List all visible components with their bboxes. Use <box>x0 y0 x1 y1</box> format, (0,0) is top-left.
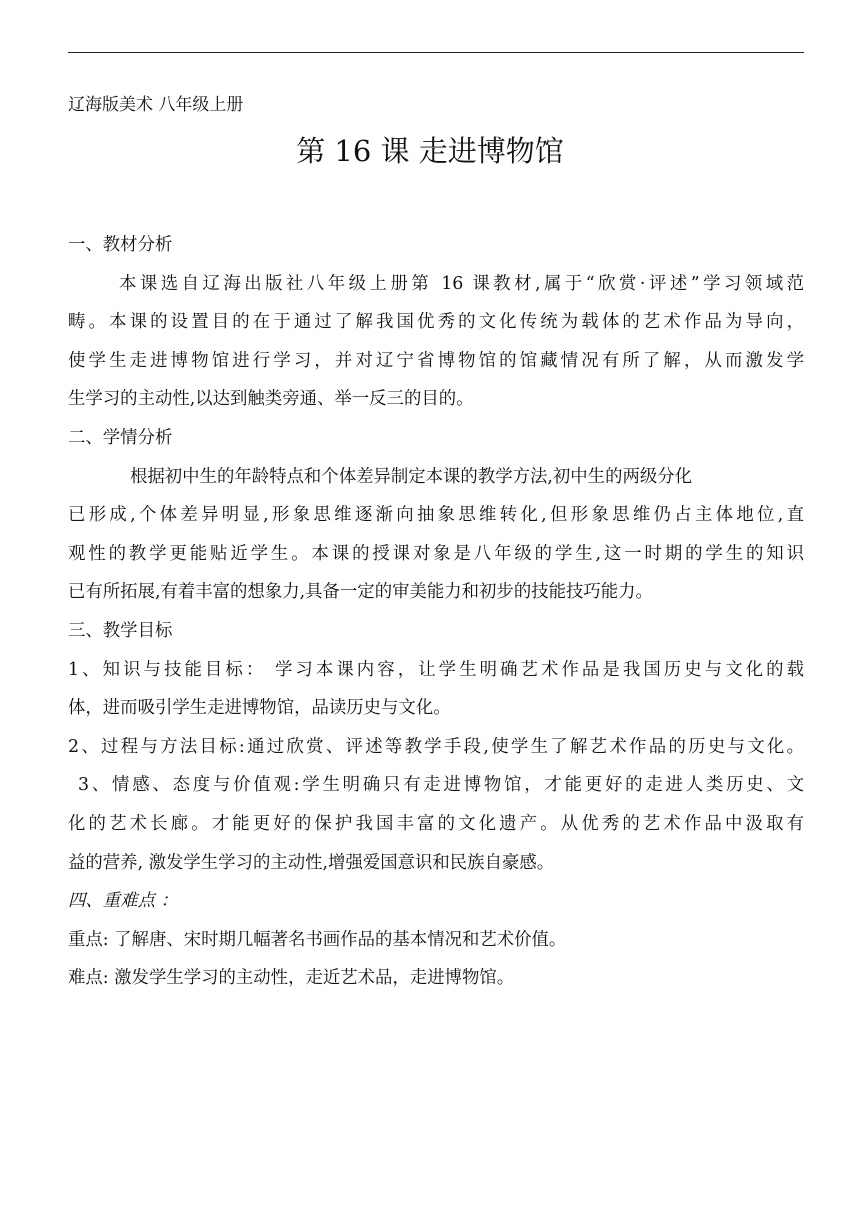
paragraph-line: 使学生走进博物馆进行学习，并对辽宁省博物馆的馆藏情况有所了解，从而激发学 <box>68 350 804 371</box>
paragraph-line: 已形成,个体差异明显,形象思维逐渐向抽象思维转化,但形象思维仍占主体地位,直 <box>68 505 804 526</box>
paragraph-line: 已有所拓展,有着丰富的想象力,具备一定的审美能力和初步的技能技巧能力。 <box>68 582 653 603</box>
goal-line: 体，进而吸引学生走进博物馆，品读历史与文化。 <box>68 698 451 719</box>
goal-line: 益的营养, 激发学生学习的主动性,增强爱国意识和民族自豪感。 <box>68 852 555 873</box>
goal-line: 2、过程与方法目标:通过欣赏、评述等教学手段,使学生了解艺术作品的历史与文化。 <box>68 736 804 757</box>
paragraph-line: 畴。本课的设置目的在于通过了解我国优秀的文化传统为载体的艺术作品为导向， <box>68 312 804 333</box>
section-heading-textbook-analysis: 一、教材分析 <box>68 235 173 255</box>
document-body <box>68 226 804 998</box>
lesson-title: 第 16 课 走进博物馆 <box>296 134 564 168</box>
paragraph-line: 本课选自辽海出版社八年级上册第 16 课教材,属于“欣赏·评述”学习领域范 <box>119 273 804 294</box>
header-rule <box>68 52 804 53</box>
section-heading-teaching-goals: 三、教学目标 <box>68 620 173 641</box>
difficult-point-line: 难点: 激发学生学习的主动性，走近艺术品，走进博物馆。 <box>68 968 515 989</box>
paragraph-line: 根据初中生的年龄特点和个体差异制定本课的教学方法,初中生的两级分化 <box>130 466 693 487</box>
goal-line: 3、情感、态度与价值观:学生明确只有走进博物馆，才能更好的走进人类历史、文 <box>78 775 804 796</box>
paragraph-line: 生学习的主动性,以达到触类旁通、举一反三的目的。 <box>68 389 474 410</box>
goal-line: 化的艺术长廊。才能更好的保护我国丰富的文化遗产。从优秀的艺术作品中汲取有 <box>68 813 804 834</box>
book-header: 辽海版美术 八年级上册 <box>68 95 244 115</box>
section-heading-student-analysis: 二、学情分析 <box>68 427 173 448</box>
key-point-line: 重点: 了解唐、宋时期几幅著名书画作品的基本情况和艺术价值。 <box>68 929 567 950</box>
section-heading-key-points: 四、重难点 ： <box>68 891 178 912</box>
paragraph-line: 观性的教学更能贴近学生。本课的授课对象是八年级的学生,这一时期的学生的知识 <box>68 543 804 564</box>
goal-line: 1、知识与技能目标： 学习本课内容，让学生明确艺术作品是我国历史与文化的载 <box>68 659 804 680</box>
